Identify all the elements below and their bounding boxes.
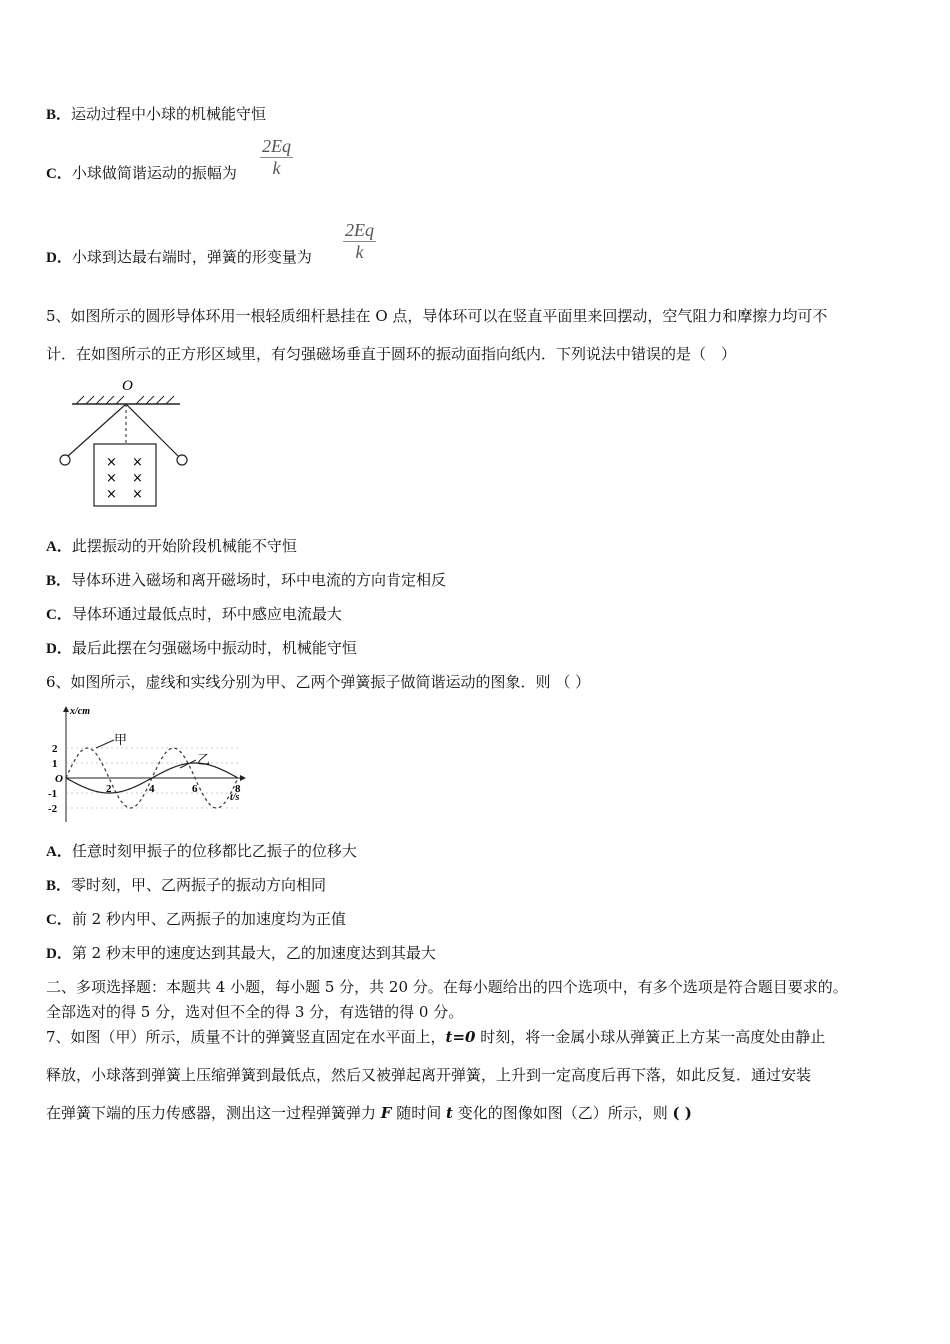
- option-letter: B．: [46, 573, 72, 589]
- option-text: 导体环通过最低点时，环中感应电流最大: [71, 605, 342, 623]
- q4-c-fraction: [260, 136, 293, 179]
- option-text: 第 2 秒末甲的速度达到其最大，乙的加速度达到其最大: [71, 944, 436, 962]
- y-tick-label: 2: [52, 743, 58, 755]
- legend-yi: 乙: [197, 753, 211, 768]
- q5-option-a: [46, 535, 297, 556]
- x-tick-label: 4: [149, 783, 155, 795]
- fraction-numerator: 2Eq: [345, 220, 374, 240]
- q6-stem: 6、如图所示，虚线和实线分别为甲、乙两个弹簧振子做简谐运动的图象．则 （ ）: [46, 673, 591, 691]
- option-letter: D．: [46, 946, 72, 962]
- q5-option-b: [46, 569, 446, 590]
- option-letter: C．: [46, 607, 72, 623]
- q7-stem-line3: [46, 1102, 692, 1123]
- option-text: 任意时刻甲振子的位移都比乙振子的位移大: [71, 842, 357, 860]
- q7-var-t: t: [445, 1104, 453, 1122]
- fraction-denominator: k: [355, 242, 364, 262]
- q4-d-fraction: [343, 220, 376, 263]
- pivot-label: O: [122, 378, 133, 394]
- field-mark: ×: [106, 487, 117, 502]
- q6-option-d: [46, 942, 436, 963]
- q5-pendulum-figure: [50, 374, 210, 502]
- q5-option-c: [46, 603, 342, 624]
- q7-text: 变化的图像如图（乙）所示，则: [452, 1104, 673, 1122]
- field-mark: ×: [132, 471, 143, 486]
- q4-option-d: [46, 246, 312, 267]
- q7-t0: t=0: [445, 1028, 476, 1046]
- q6-vibration-chart: [44, 702, 254, 826]
- q7-text: 7、如图（甲）所示，质量不计的弹簧竖直固定在水平面上，: [46, 1028, 446, 1046]
- x-tick-label: 2: [106, 783, 112, 795]
- option-text: 小球做简谐运动的振幅为: [71, 164, 237, 182]
- option-text: 运动过程中小球的机械能守恒: [71, 105, 267, 123]
- x-tick-label: 8: [235, 783, 241, 795]
- magnetic-field-marks: [106, 455, 143, 502]
- option-letter: A．: [46, 539, 72, 555]
- option-letter: B．: [46, 107, 72, 123]
- option-letter: D．: [46, 641, 72, 657]
- y-axis-label: x/cm: [70, 706, 90, 717]
- option-text: 小球到达最右端时，弹簧的形变量为: [71, 248, 312, 266]
- field-mark: ×: [132, 487, 143, 502]
- y-tick-label: -2: [48, 803, 58, 815]
- option-letter: C．: [46, 912, 72, 928]
- q6-option-b: [46, 874, 326, 895]
- option-text: 前 2 秒内甲、乙两振子的加速度均为正值: [71, 910, 346, 928]
- origin-label: O: [55, 773, 63, 785]
- fraction-numerator: 2Eq: [262, 136, 291, 156]
- q7-stem-line1: [46, 1026, 825, 1047]
- option-text: 零时刻，甲、乙两振子的振动方向相同: [71, 876, 327, 894]
- legend-jia: 甲: [114, 733, 128, 748]
- q6-option-a: [46, 840, 357, 861]
- option-letter: C．: [46, 166, 72, 182]
- field-mark: ×: [132, 455, 143, 470]
- q7-var-f: F: [380, 1104, 392, 1122]
- q5-option-d: [46, 637, 357, 658]
- x-tick-label: 6: [192, 783, 198, 795]
- x-axis-label: t/s: [230, 792, 240, 803]
- q7-text: 在弹簧下端的压力传感器，测出这一过程弹簧弹力: [46, 1104, 381, 1122]
- section2-heading-line1: 二、多项选择题：本题共 4 小题，每小题 5 分，共 20 分。在每小题给出的四个选项中，有多个选项是符合题目要求的。: [46, 978, 848, 996]
- fraction-denominator: k: [272, 158, 281, 178]
- option-text: 导体环进入磁场和离开磁场时，环中电流的方向肯定相反: [71, 571, 447, 589]
- section2-heading-line2: 全部选对的得 5 分，选对但不全的得 3 分，有选错的得 0 分。: [46, 1003, 464, 1021]
- q6-option-c: [46, 908, 346, 929]
- option-text: 此摆振动的开始阶段机械能不守恒: [71, 537, 297, 555]
- y-tick-label: -1: [48, 788, 58, 800]
- field-mark: ×: [106, 471, 117, 486]
- q5-stem-line1: 5、如图所示的圆形导体环用一根轻质细杆悬挂在 O 点，导体环可以在竖直平面里来回摆动，空气阻力和摩擦力均可不: [46, 307, 828, 325]
- q7-text: 随时间: [391, 1104, 446, 1122]
- option-letter: D．: [46, 250, 72, 266]
- q7-stem-line2: 释放，小球落到弹簧上压缩弹簧到最低点，然后又被弹起离开弹簧，上升到一定高度后再下落，如此反复．通过安装: [46, 1066, 812, 1084]
- y-tick-label: 1: [52, 758, 58, 770]
- option-text: 最后此摆在匀强磁场中振动时，机械能守恒: [71, 639, 357, 657]
- field-mark: ×: [106, 455, 117, 470]
- q7-text: 时刻，将一金属小球从弹簧正上方某一高度处由静止: [475, 1028, 826, 1046]
- option-letter: A．: [46, 844, 72, 860]
- q4-option-b: [46, 103, 266, 124]
- q5-stem-line2: 计．在如图所示的正方形区域里，有匀强磁场垂直于圆环的振动面指向纸内．下列说法中错误的是（ ）: [46, 345, 737, 363]
- option-letter: B．: [46, 878, 72, 894]
- q4-option-c: [46, 162, 237, 183]
- q7-answer-paren: ( ): [672, 1104, 692, 1122]
